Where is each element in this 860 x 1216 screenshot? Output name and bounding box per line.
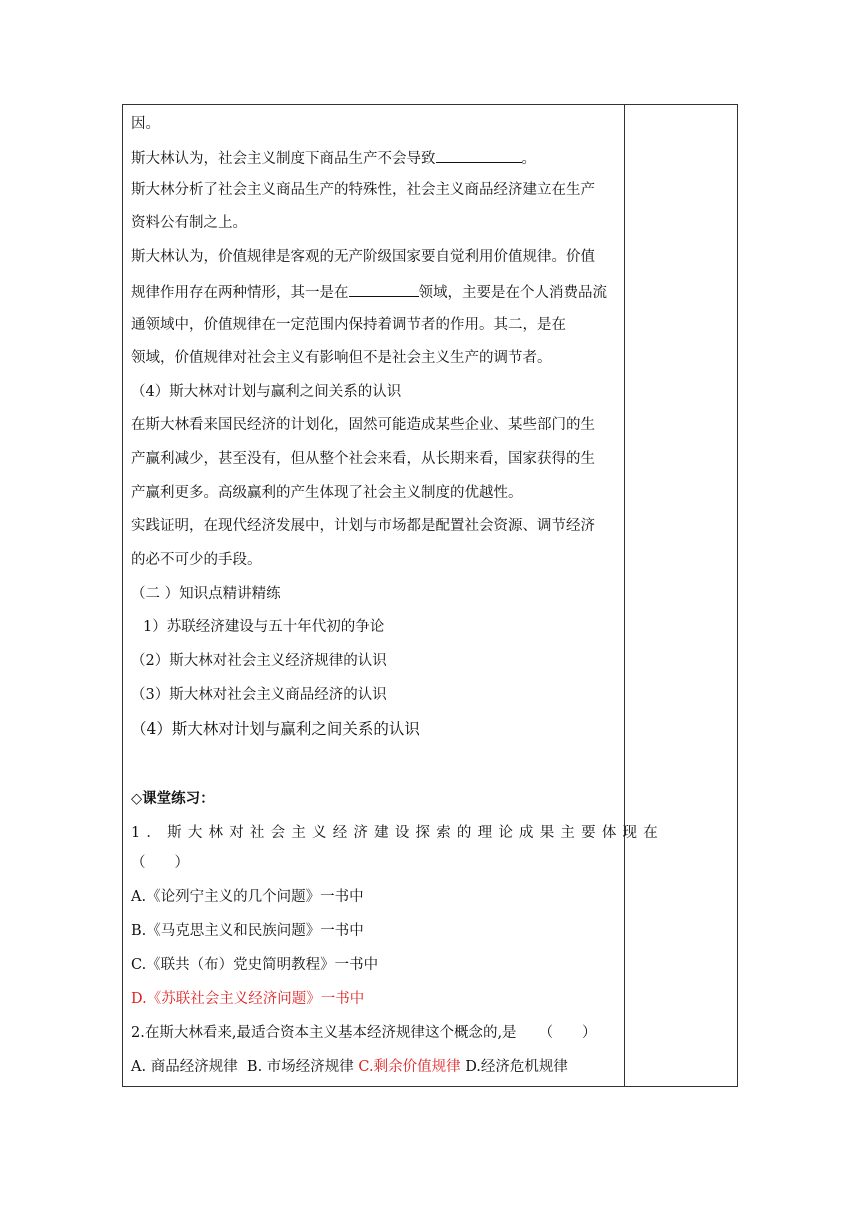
q2-option-c-answer: C.剩余价值规律 <box>358 1059 461 1075</box>
text: 。 <box>521 151 536 167</box>
paragraph-line: 资料公有制之上。 <box>131 215 247 231</box>
paragraph-line: 通领域中，价值规律在一定范围内保持着调节者的作用。其二，是在 <box>131 317 566 333</box>
paragraph-line: 因。 <box>131 116 160 132</box>
text: 2.在斯大林看来,最适合资本主义基本经济规律这个概念的,是 <box>131 1025 517 1041</box>
paragraph-line: 斯大林分析了社会主义商品生产的特殊性，社会主义商品经济建立在生产 <box>131 182 595 198</box>
blank-field <box>436 147 522 163</box>
q1-option-b: B.《马克思主义和民族问题》一书中 <box>131 923 364 939</box>
subheading: （4）斯大林对计划与赢利之间关系的认识 <box>131 384 402 400</box>
knowledge-point: （3）斯大林对社会主义商品经济的认识 <box>131 687 387 703</box>
practice-title: ◇课堂练习： <box>131 790 215 807</box>
paragraph-line: 产赢利减少，甚至没有，但从整个社会来看，从长期来看，国家获得的生 <box>131 451 595 467</box>
q2-option-b: B. 市场经济规律 <box>246 1059 354 1075</box>
knowledge-point: （4）斯大林对计划与赢利之间关系的认识 <box>131 720 420 738</box>
worksheet-table <box>122 104 738 1087</box>
question-1-stem: 1．斯大林对社会主义经济建设探索的理论成果主要体现在 <box>131 825 664 841</box>
paragraph-line: 领域，价值规律对社会主义有影响但不是社会主义生产的调节者。 <box>131 350 552 366</box>
paragraph-line: 的必不可少的手段。 <box>131 552 262 568</box>
knowledge-point: （2）斯大林对社会主义经济规律的认识 <box>131 653 387 669</box>
question-2-stem <box>131 1023 597 1043</box>
q2-option-d: D.经济危机规律 <box>465 1059 568 1075</box>
blank-field <box>349 281 419 297</box>
q1-option-a: A.《论列宁主义的几个问题》一书中 <box>131 889 364 905</box>
paragraph-line: 斯大林认为，价值规律是客观的无产阶级国家要自觉利用价值规律。价值 <box>131 249 595 265</box>
text: 规律作用存在两种情形，其一是在 <box>131 285 349 301</box>
answer-paren: （ ） <box>538 1025 597 1041</box>
column-divider <box>624 105 625 1086</box>
q2-option-a: A. 商品经济规律 <box>131 1059 238 1075</box>
paragraph-line: 在斯大林看来国民经济的计划化，固然可能造成某些企业、某些部门的生 <box>131 417 595 433</box>
paragraph-line: 实践证明，在现代经济发展中，计划与市场都是配置社会资源、调节经济 <box>131 518 595 534</box>
paragraph-line: 产赢利更多。高级赢利的产生体现了社会主义制度的优越性。 <box>131 485 523 501</box>
q1-option-d-answer: D.《苏联社会主义经济问题》一书中 <box>131 991 365 1007</box>
question-2-options <box>131 1057 568 1077</box>
text: 斯大林认为，社会主义制度下商品生产不会导致 <box>131 151 436 167</box>
section-heading: （二 ）知识点精讲精练 <box>131 586 281 602</box>
q1-option-c: C.《联共（布）党史简明教程》一书中 <box>131 957 379 973</box>
fill-blank-line-1 <box>131 147 536 169</box>
fill-blank-line-2 <box>131 281 607 303</box>
question-1-paren: （ ） <box>131 855 189 871</box>
text: 领域，主要是在个人消费品流 <box>418 285 607 301</box>
knowledge-point: 1）苏联经济建设与五十年代初的争论 <box>143 619 385 635</box>
